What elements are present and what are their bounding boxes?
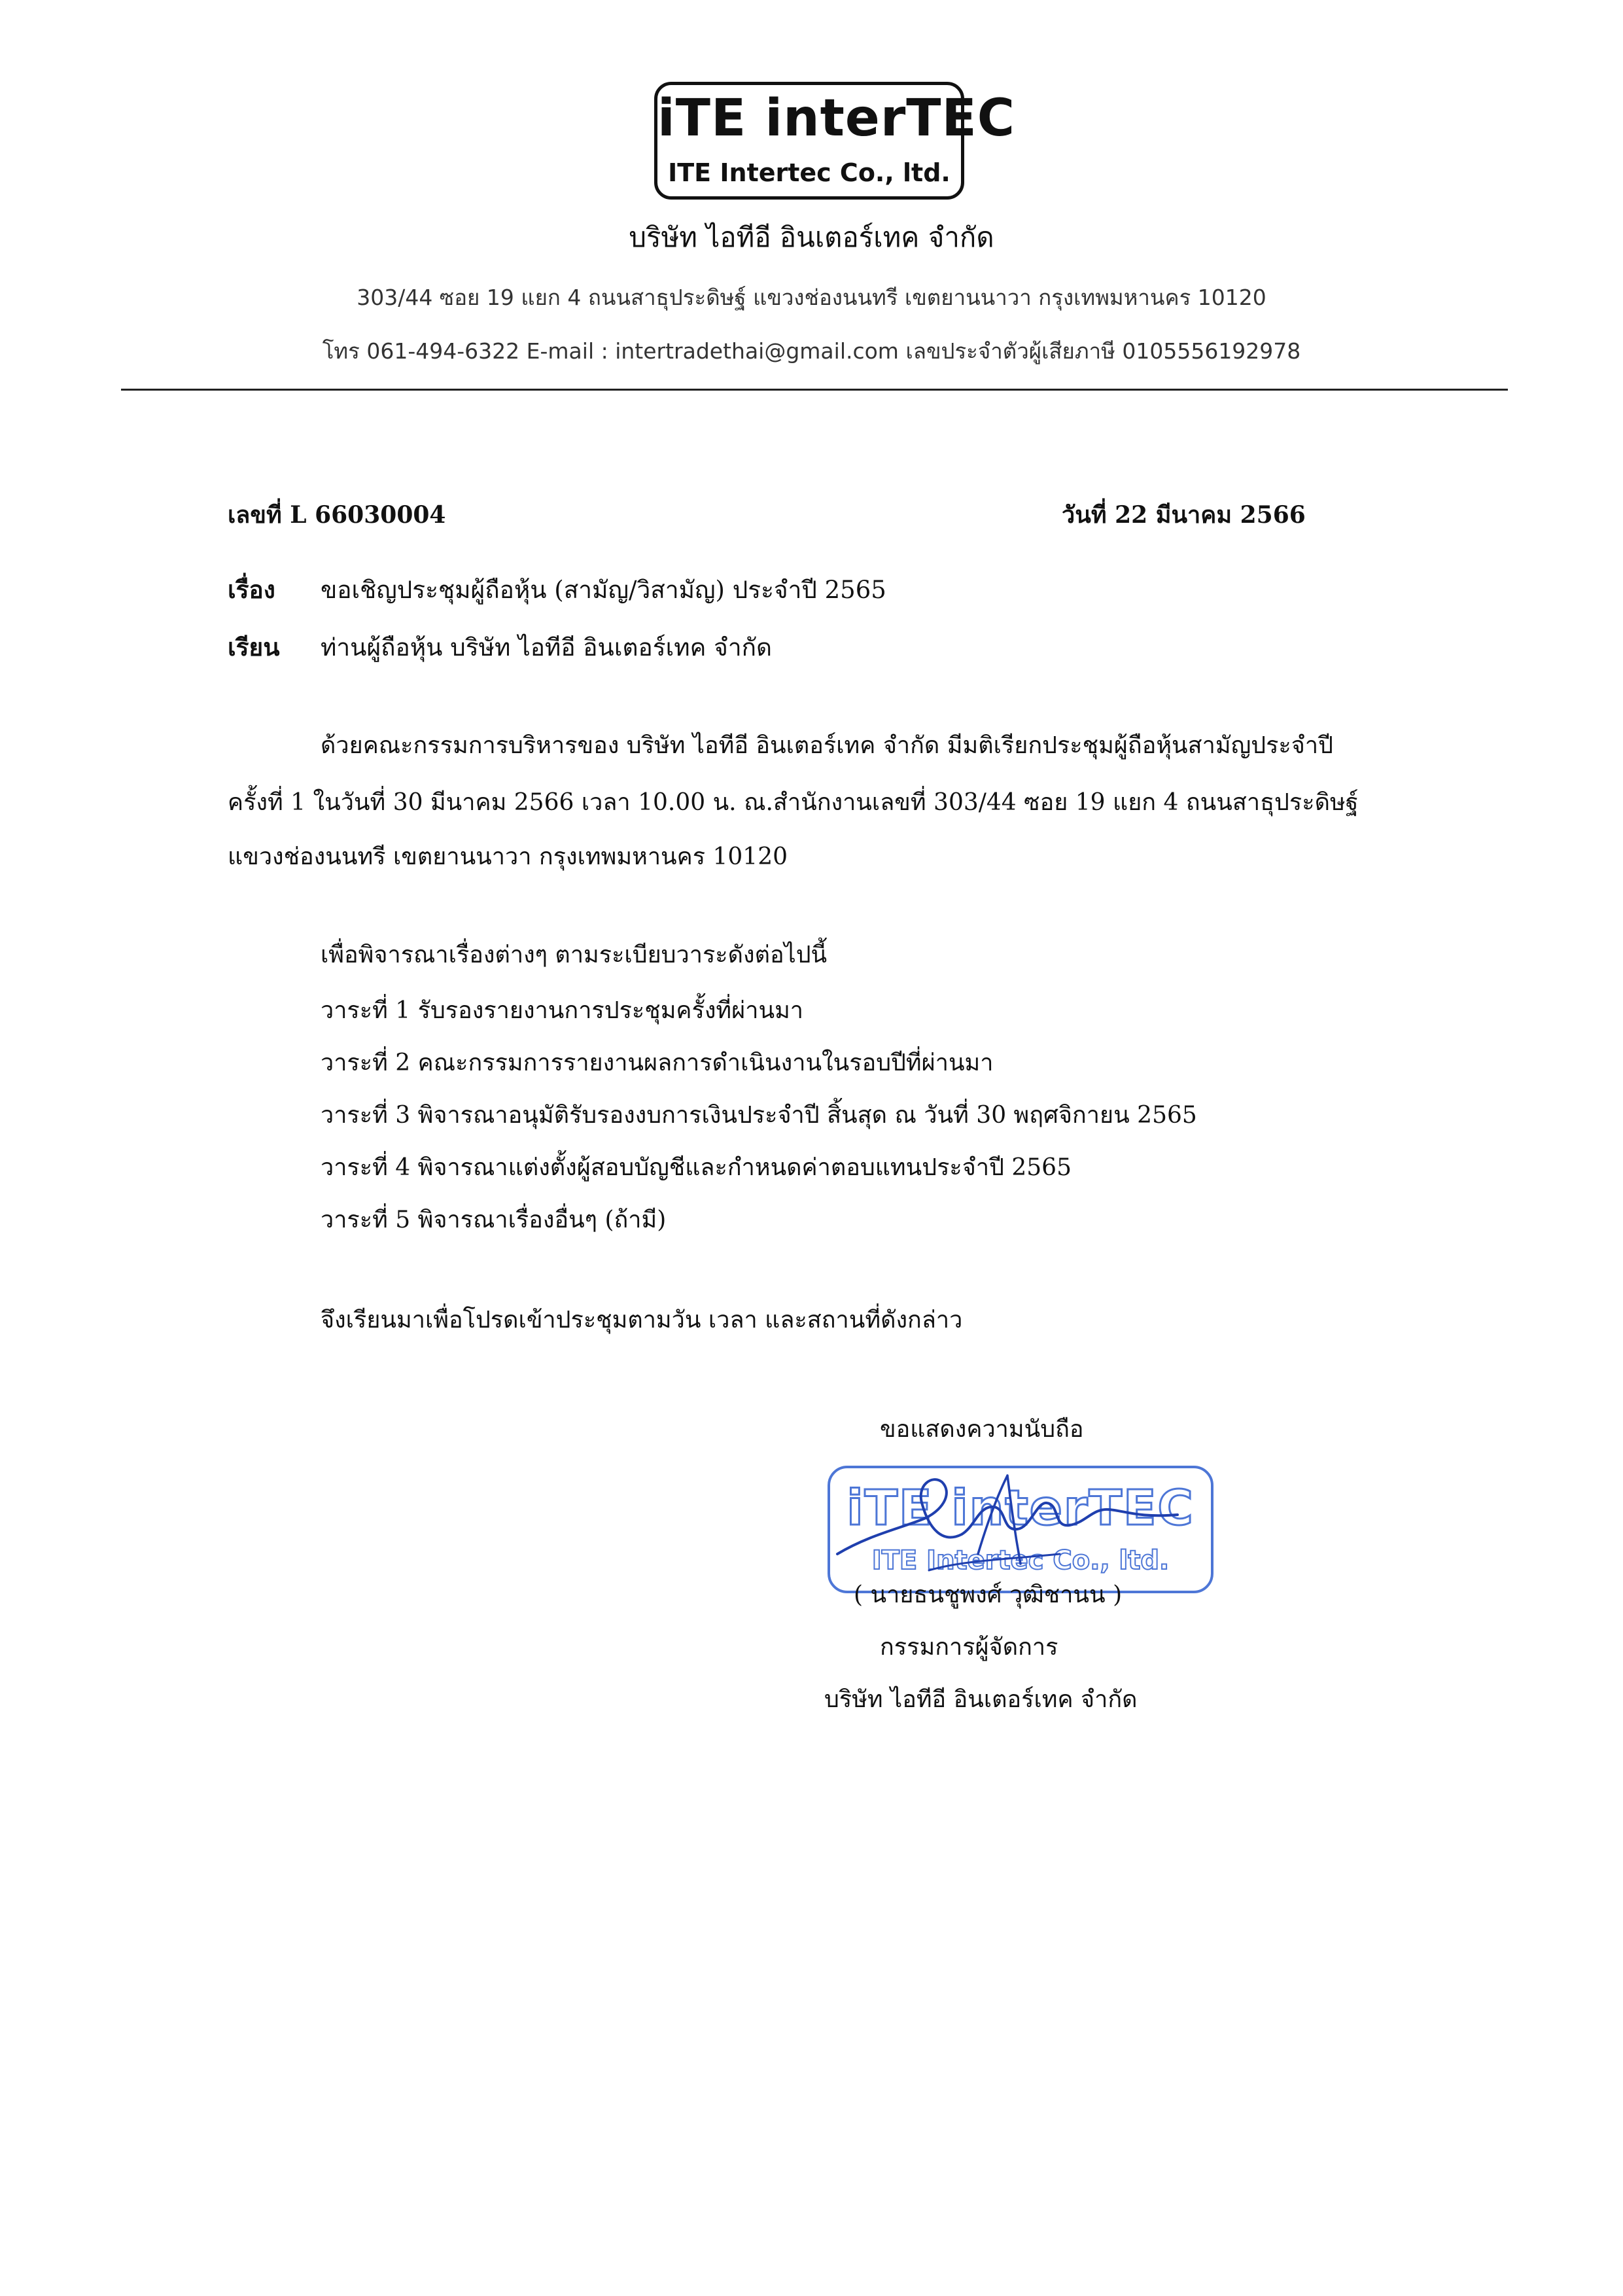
logo-sub-text: ITE Intertec Co., ltd. (668, 158, 951, 187)
company-contact: โทร 061-494-6322 E-mail : intertradethai@gmail.com เลขประจำตัวผู้เสียภาษี 0105556192978 (322, 338, 1301, 364)
signer-name: ( นายธนชูพงศ์ วุฒิชานน ) (854, 1581, 1123, 1608)
signer-title: กรรมการผู้จัดการ (880, 1634, 1058, 1661)
agenda-item: วาระที่ 2 คณะกรรมการรายงานผลการดำเนินงานในรอบปีที่ผ่านมา (321, 1050, 994, 1076)
agenda-item: วาระที่ 1 รับรองรายงานการประชุมครั้งที่ผ่านมา (321, 997, 804, 1024)
subject-text: ขอเชิญประชุมผู้ถือหุ้น (สามัญ/วิสามัญ) ประจำปี 2565 (321, 576, 886, 604)
closing-sentence: จึงเรียนมาเพื่อโปรดเข้าประชุมตามวัน เวลา และสถานที่ดังกล่าว (321, 1307, 963, 1333)
subject-label: เรื่อง (228, 575, 275, 604)
document-number: เลขที่ L 66030004 (228, 501, 446, 529)
signer-company: บริษัท ไอทีอี อินเตอร์เทค จำกัด (824, 1686, 1138, 1713)
header-divider (121, 389, 1508, 391)
recipient-label: เรียน (228, 633, 280, 662)
regards-text: ขอแสดงความนับถือ (880, 1416, 1084, 1443)
agenda-item: วาระที่ 5 พิจารณาเรื่องอื่นๆ (ถ้ามี) (321, 1207, 667, 1233)
agenda-item: วาระที่ 4 พิจารณาแต่งตั้งผู้สอบบัญชีและกำหนดค่าตอบแทนประจำปี 2565 (321, 1154, 1072, 1181)
body-paragraph-line: แขวงช่องนนทรี เขตยานนาวา กรุงเทพมหานคร 10120 (228, 843, 788, 870)
stamp-main-text: iTE interTEC (846, 1480, 1195, 1536)
logo-main-text: iTE interTEC (657, 89, 1016, 148)
body-paragraph-line: ครั้งที่ 1 ในวันที่ 30 มีนาคม 2566 เวลา 10.00 น. ณ.สำนักงานเลขที่ 303/44 ซอย 19 แยก 4 ถนนสาธุประดิษฐ์ (228, 789, 1359, 816)
agenda-intro: เพื่อพิจารณาเรื่องต่างๆ ตามระเบียบวาระดังต่อไปนี้ (321, 942, 828, 968)
company-logo (654, 82, 1016, 200)
company-address: 303/44 ซอย 19 แยก 4 ถนนสาธุประดิษฐ์ แขวงช่องนนทรี เขตยานนาวา กรุงเทพมหานคร 10120 (357, 285, 1266, 310)
agenda-item: วาระที่ 3 พิจารณาอนุมัติรับรองงบการเงินประจำปี สิ้นสุด ณ วันที่ 30 พฤศจิกายน 2565 (321, 1102, 1197, 1129)
stamp-sub-text: ITE Intertec Co., ltd. (871, 1545, 1170, 1576)
company-name: บริษัท ไอทีอี อินเตอร์เทค จำกัด (629, 221, 994, 253)
body-paragraph-line: ด้วยคณะกรรมการบริหารของ บริษัท ไอทีอี อินเตอร์เทค จำกัด มีมติเรียกประชุมผู้ถือหุ้นสามัญประจำปี (321, 732, 1333, 759)
recipient-text: ท่านผู้ถือหุ้น บริษัท ไอทีอี อินเตอร์เทค จำกัด (321, 633, 773, 662)
document-date: วันที่ 22 มีนาคม 2566 (1062, 501, 1306, 529)
